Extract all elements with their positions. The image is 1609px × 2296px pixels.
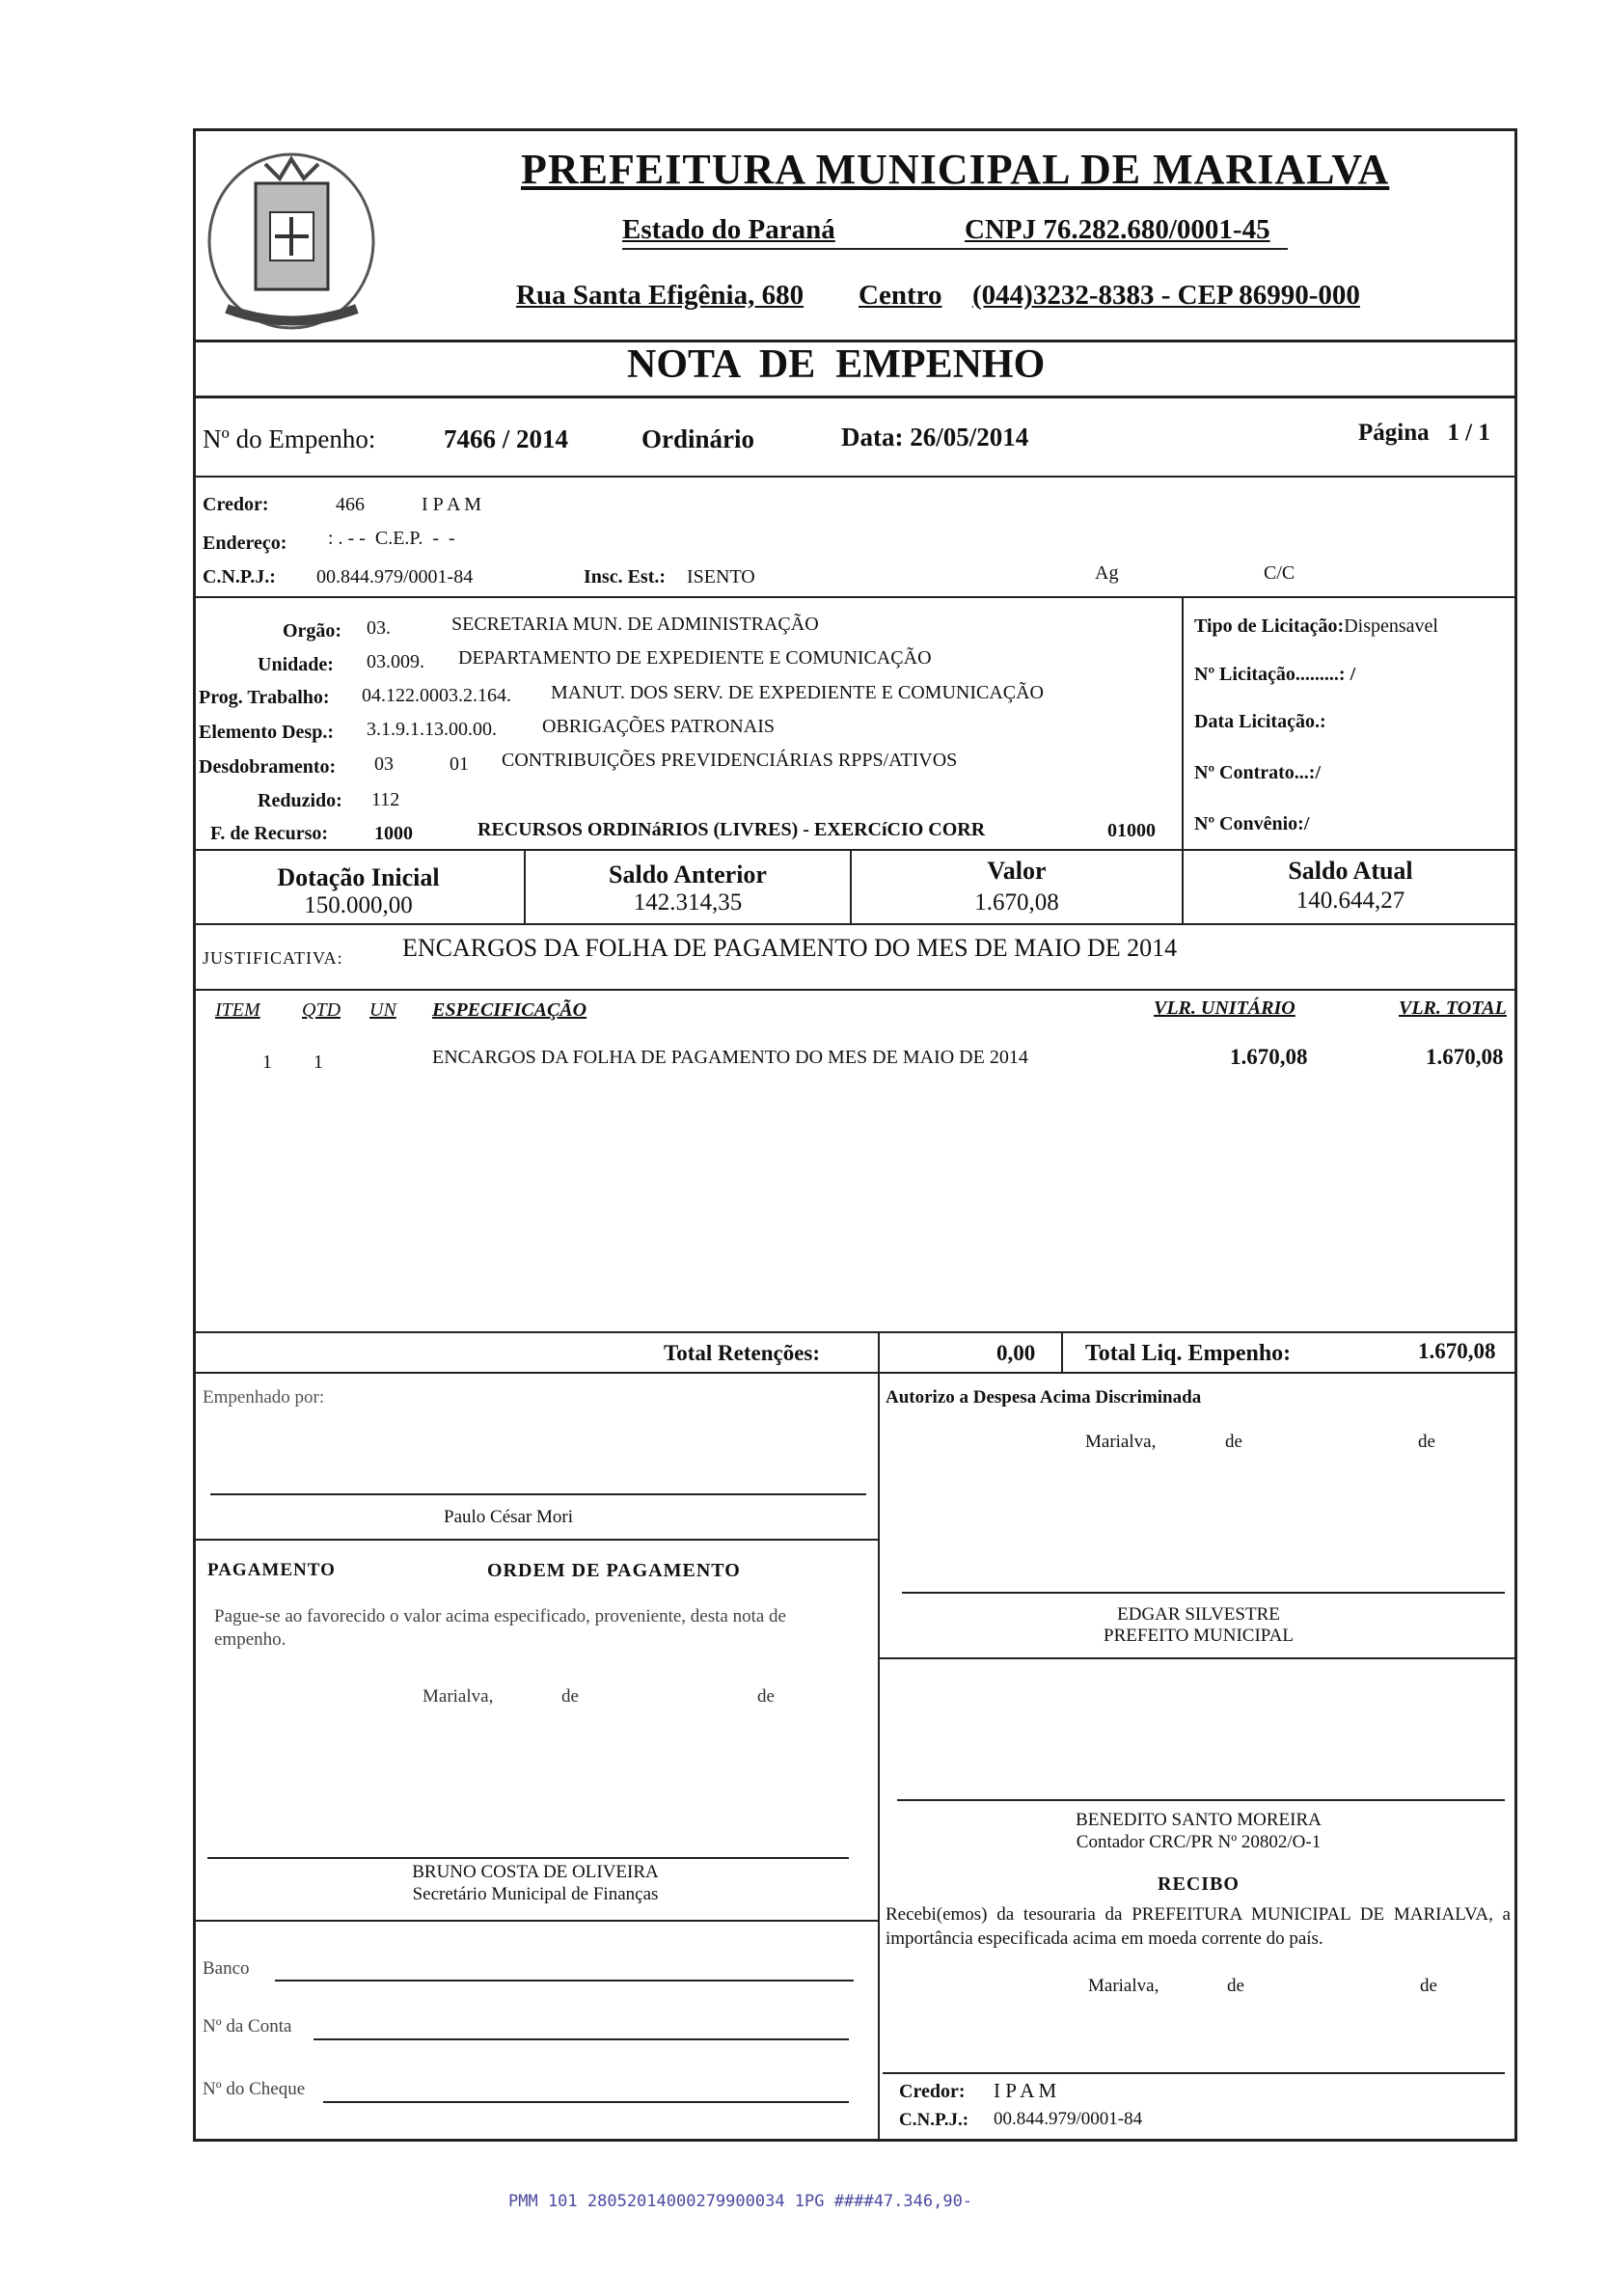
recibo-label: RECIBO xyxy=(1158,1873,1240,1895)
signature-line xyxy=(897,1799,1505,1801)
pagamento-de2: de xyxy=(757,1686,775,1707)
empenho-num-value: 7466 / 2014 xyxy=(444,424,569,453)
col-header-vlr-total: VLR. TOTAL xyxy=(1399,998,1507,1019)
desd-code2: 01 xyxy=(450,753,469,775)
recibo-marialva: Marialva, xyxy=(1088,1976,1159,1996)
unidade-code: 03.009. xyxy=(367,651,424,672)
footer-stamp: PMM 101 28052014000279900034 1PG ####47.346,90- xyxy=(508,2192,973,2211)
cnpj-label: C.N.P.J.: xyxy=(203,566,276,588)
autorizo-label: Autorizo a Despesa Acima Discriminada xyxy=(886,1387,1202,1408)
signature-line xyxy=(210,1493,866,1495)
secretario-nome: BRUNO COSTA DE OLIVEIRA xyxy=(412,1862,659,1882)
insc-label: Insc. Est.: xyxy=(584,566,667,588)
item-number: 1 xyxy=(262,1052,272,1073)
rec-label: F. de Recurso: xyxy=(210,823,329,844)
signature-line xyxy=(207,1857,849,1859)
item-qtd: 1 xyxy=(314,1052,323,1073)
secretario-cargo: Secretário Municipal de Finanças xyxy=(412,1884,659,1904)
licitacao-convenio: Nº Convênio:/ xyxy=(1194,813,1310,834)
col-header-un: UN xyxy=(369,999,396,1021)
autorizo-de1: de xyxy=(1225,1432,1242,1452)
orgao-label: Orgão: xyxy=(283,620,342,642)
vertical-divider xyxy=(878,1374,880,2142)
ag-label: Ag xyxy=(1095,562,1119,584)
divider xyxy=(880,1657,1517,1659)
saldo-atual-label: Saldo Atual xyxy=(1288,857,1413,885)
pagamento-label: PAGAMENTO xyxy=(207,1560,336,1580)
elem-desc: OBRIGAÇÕES PATRONAIS xyxy=(542,716,775,737)
autorizo-marialva: Marialva, xyxy=(1085,1432,1157,1452)
desd-desc: CONTRIBUIÇÕES PREVIDENCIÁRIAS RPPS/ATIVOS xyxy=(502,750,958,771)
divider xyxy=(193,849,1517,851)
vertical-divider xyxy=(1061,1333,1063,1372)
divider xyxy=(193,596,1517,598)
cc-label: C/C xyxy=(1264,562,1295,584)
cnpj-value: 00.844.979/0001-84 xyxy=(316,566,474,588)
vertical-divider xyxy=(878,1333,880,1372)
cheque-field[interactable] xyxy=(323,2101,849,2103)
total-retencoes-value: 0,00 xyxy=(996,1341,1036,1365)
empenhado-por-label: Empenhado por: xyxy=(203,1387,325,1408)
divider xyxy=(193,1920,878,1922)
unidade-label: Unidade: xyxy=(258,654,334,675)
pagamento-marialva: Marialva, xyxy=(423,1686,494,1707)
header-cnpj: CNPJ 76.282.680/0001-45 xyxy=(965,214,1270,245)
dotacao-label: Dotação Inicial xyxy=(277,863,440,891)
header-phone-cep: (044)3232-8383 - CEP 86990-000 xyxy=(972,280,1360,311)
divider xyxy=(193,476,1517,478)
item-especificacao: ENCARGOS DA FOLHA DE PAGAMENTO DO MES DE MAIO DE 2014 xyxy=(432,1047,1028,1068)
header-address: Rua Santa Efigênia, 680 xyxy=(516,280,804,311)
desd-label: Desdobramento: xyxy=(199,756,337,778)
credor-label: Credor: xyxy=(203,494,269,515)
recibo-text: Recebi(emos) da tesouraria da PREFEITURA MUNICIPAL DE MARIALVA, a importância especificada acima em moeda corrente do país. xyxy=(886,1904,1511,1949)
divider xyxy=(193,396,1517,398)
divider xyxy=(193,1539,878,1541)
saldo-atual-value: 140.644,27 xyxy=(1295,888,1405,914)
licitacao-data: Data Licitação.: xyxy=(1194,711,1326,732)
total-retencoes-label: Total Retenções: xyxy=(664,1341,821,1365)
divider xyxy=(193,1331,1517,1333)
rec-num: 01000 xyxy=(1107,820,1156,841)
cheque-label: Nº do Cheque xyxy=(203,2079,306,2099)
licitacao-contrato: Nº Contrato...:/ xyxy=(1194,762,1322,783)
orgao-desc: SECRETARIA MUN. DE ADMINISTRAÇÃO xyxy=(451,614,819,635)
rec-desc: RECURSOS ORDINáRIOS (LIVRES) - EXERCíCIO CORR xyxy=(477,819,986,840)
address-value: : . - - C.E.P. - - xyxy=(328,528,455,549)
recibo-de1: de xyxy=(1227,1976,1244,1996)
recibo-de2: de xyxy=(1420,1976,1437,1996)
rec-code: 1000 xyxy=(374,823,413,844)
valor-label: Valor xyxy=(987,857,1047,885)
ordem-pagamento-label: ORDEM DE PAGAMENTO xyxy=(487,1560,741,1581)
header-district: Centro xyxy=(859,280,942,311)
divider xyxy=(193,989,1517,991)
conta-field[interactable] xyxy=(314,2038,849,2040)
justificativa-text: ENCARGOS DA FOLHA DE PAGAMENTO DO MES DE MAIO DE 2014 xyxy=(402,934,1178,962)
banco-label: Banco xyxy=(203,1958,250,1979)
empenho-type: Ordinário xyxy=(641,424,755,453)
red-label: Reduzido: xyxy=(258,790,342,811)
elem-code: 3.1.9.1.13.00.00. xyxy=(367,719,497,740)
justificativa-label: JUSTIFICATIVA: xyxy=(203,948,343,968)
empenho-num-label: Nº do Empenho: xyxy=(203,424,376,453)
signature-line xyxy=(883,2072,1505,2074)
desd-code1: 03 xyxy=(374,753,394,775)
pague-text: Pague-se ao favorecido o valor acima especificado, proveniente, desta nota de empenho. xyxy=(214,1606,786,1650)
doc-title: NOTA DE EMPENHO xyxy=(627,342,1046,387)
pagamento-de1: de xyxy=(561,1686,579,1707)
contador-nome: BENEDITO SANTO MOREIRA xyxy=(1076,1810,1322,1830)
prefeito-nome: EDGAR SILVESTRE xyxy=(1117,1604,1280,1625)
total-liq-value: 1.670,08 xyxy=(1418,1339,1496,1363)
prog-label: Prog. Trabalho: xyxy=(199,687,330,708)
header-underline xyxy=(622,248,1288,250)
recibo-cnpj-value: 00.844.979/0001-84 xyxy=(994,2109,1143,2129)
prefeito-cargo: PREFEITO MUNICIPAL xyxy=(1104,1626,1294,1646)
col-header-vlr-unitario: VLR. UNITÁRIO xyxy=(1154,998,1295,1019)
divider xyxy=(193,1372,1517,1374)
autorizo-de2: de xyxy=(1418,1432,1435,1452)
empenho-page: Página 1 / 1 xyxy=(1358,420,1490,446)
red-value: 112 xyxy=(371,789,400,810)
item-vlr-unitario: 1.670,08 xyxy=(1230,1045,1308,1069)
vertical-divider xyxy=(1182,596,1184,849)
total-liq-label: Total Liq. Empenho: xyxy=(1085,1341,1292,1366)
unidade-desc: DEPARTAMENTO DE EXPEDIENTE E COMUNICAÇÃO xyxy=(458,647,932,669)
empenhado-nome: Paulo César Mori xyxy=(444,1507,574,1527)
prog-desc: MANUT. DOS SERV. DE EXPEDIENTE E COMUNICAÇÃO xyxy=(551,682,1044,703)
recibo-credor-label: Credor: xyxy=(899,2081,966,2102)
col-header-qtd: QTD xyxy=(302,999,341,1021)
contador-cargo: Contador CRC/PR Nº 20802/O-1 xyxy=(1076,1832,1322,1852)
address-label: Endereço: xyxy=(203,533,287,554)
orgao-code: 03. xyxy=(367,617,391,639)
elem-label: Elemento Desp.: xyxy=(199,722,334,743)
col-header-item: ITEM xyxy=(215,999,260,1021)
licitacao-tipo-label: Tipo de Licitação:Dispensavel xyxy=(1194,615,1438,637)
recibo-credor-value: I P A M xyxy=(994,2079,1057,2102)
divider xyxy=(193,923,1517,925)
licitacao-num: Nº Licitação.........: / xyxy=(1194,664,1356,685)
insc-value: ISENTO xyxy=(687,566,755,588)
dotacao-value: 150.000,00 xyxy=(304,892,413,918)
recibo-cnpj-label: C.N.P.J.: xyxy=(899,2110,969,2130)
valor-value: 1.670,08 xyxy=(974,889,1059,916)
prog-code: 04.122.0003.2.164. xyxy=(362,685,511,706)
credor-name: I P A M xyxy=(422,494,482,515)
header-title: PREFEITURA MUNICIPAL DE MARIALVA xyxy=(521,146,1390,193)
empenho-date: Data: 26/05/2014 xyxy=(841,423,1029,451)
coat-of-arms xyxy=(198,145,386,338)
item-vlr-total: 1.670,08 xyxy=(1426,1045,1504,1069)
conta-label: Nº da Conta xyxy=(203,2016,292,2036)
header-state: Estado do Paraná xyxy=(622,214,835,245)
saldo-anterior-value: 142.314,35 xyxy=(633,889,743,916)
credor-code: 466 xyxy=(336,494,365,515)
saldo-anterior-label: Saldo Anterior xyxy=(609,861,767,888)
banco-field[interactable] xyxy=(275,1980,854,1982)
col-header-especificacao: ESPECIFICAÇÃO xyxy=(432,999,587,1021)
signature-line xyxy=(902,1592,1505,1594)
